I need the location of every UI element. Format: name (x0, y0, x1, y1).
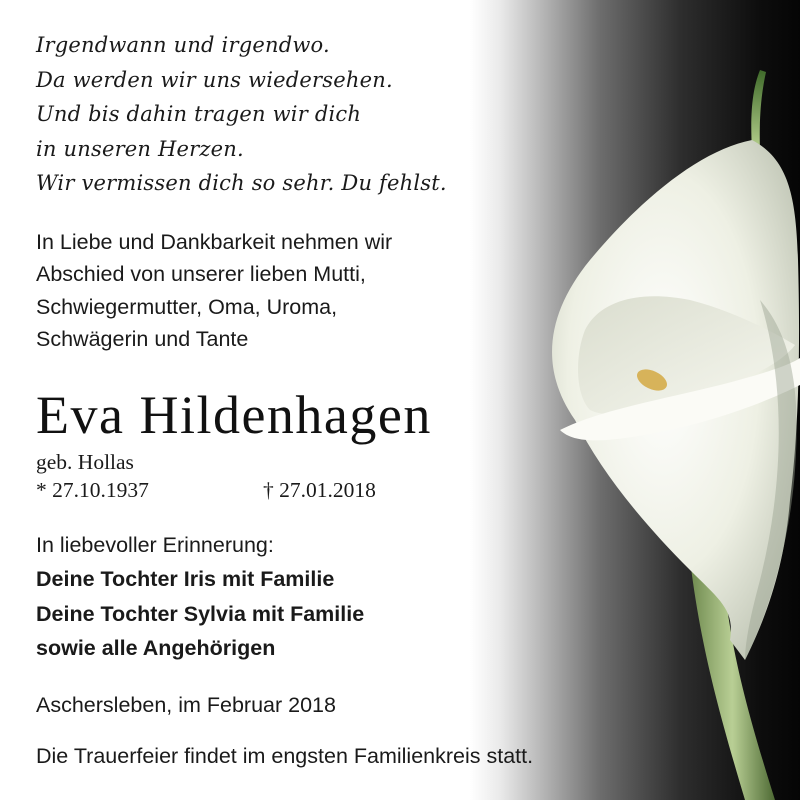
poem (36, 28, 656, 201)
intro-line: Schwiegermutter, Oma, Uroma, (36, 294, 338, 319)
deceased-name: Eva Hildenhagen (36, 384, 432, 445)
maiden-name: geb. Hollas (36, 449, 134, 474)
place-and-date: Aschersleben, im Februar 2018 (36, 692, 336, 717)
mourner-line: Deine Tochter Iris mit Familie (36, 567, 335, 591)
life-dates (36, 476, 656, 506)
poem-line: Da werden wir uns wiedersehen. (36, 67, 393, 92)
birth-date: * 27.10.1937 (36, 477, 149, 502)
mourners-lead: In liebevoller Erinnerung: (36, 532, 274, 557)
mourners (36, 528, 656, 666)
intro-line: Schwägerin und Tante (36, 327, 249, 351)
poem-line: in unseren Herzen. (36, 136, 244, 161)
mourner-line: Deine Tochter Sylvia mit Familie (36, 601, 365, 626)
intro-line: Abschied von unserer lieben Mutti, (36, 262, 366, 286)
intro-line: In Liebe und Dankbarkeit nehmen wir (36, 229, 393, 254)
service-note: Die Trauerfeier findet im engsten Familienkreis statt. (36, 743, 534, 768)
poem-line: Wir vermissen dich so sehr. Du fehlst. (36, 171, 447, 195)
farewell-intro (36, 226, 656, 356)
notice-text (36, 28, 656, 771)
death-date: † 27.01.2018 (263, 477, 376, 502)
poem-line: Und bis dahin tragen wir dich (36, 102, 362, 126)
poem-line: Irgendwann und irgendwo. (36, 33, 330, 57)
mourner-line: sowie alle Angehörigen (36, 636, 276, 660)
